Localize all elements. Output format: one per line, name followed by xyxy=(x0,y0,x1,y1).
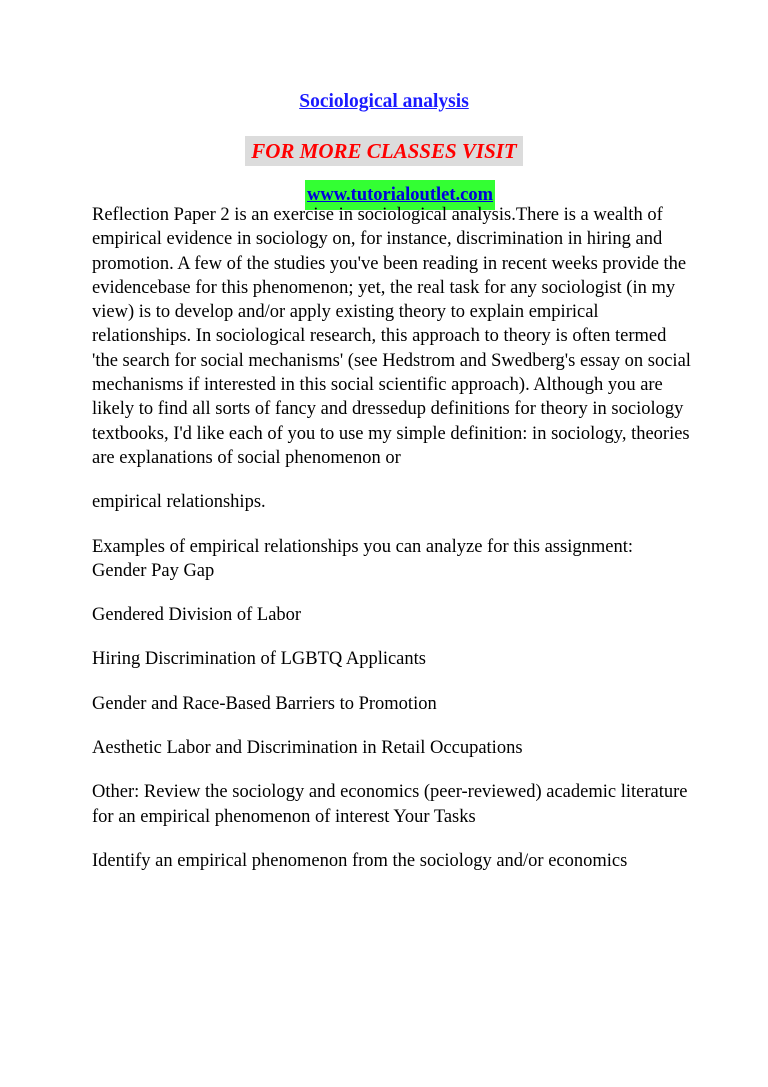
list-item: Gendered Division of Labor xyxy=(92,605,302,626)
website-link[interactable]: www.tutorialoutlet.com xyxy=(305,180,495,210)
title-link[interactable]: Sociological analysis xyxy=(299,91,469,112)
document-body xyxy=(92,203,692,893)
list-item: Hiring Discrimination of LGBTQ Applicants xyxy=(92,649,426,670)
body-paragraph: Identify an empirical phenomenon from the sociology and/or economics xyxy=(92,850,628,871)
document-title xyxy=(0,90,768,114)
body-paragraph: empirical relationships. xyxy=(92,492,266,513)
list-item: Gender and Race-Based Barriers to Promotion xyxy=(92,693,437,714)
body-paragraph-intro: Reflection Paper 2 is an exercise in sociological analysis.There is a wealth of empirical evidence in sociology on, for instance, discrimination in hiring and promotion. A few of the studies you've been reading in recent weeks provide the evidencebase for this phenomenon; yet, the real task for any sociologist (in my view) is to develop and/or apply existing theory to explain empirical relationships. In sociological research, this approach to theory is often termed 'the search for social mechanisms' (see Hedstrom and Swedberg's essay on social mechanisms if interested in this social scientific approach). Although you are likely to find all sorts of fancy and dressedup definitions for theory in sociology textbooks, I'd like each of you to use my simple definition: in sociology, theories are explanations of social phenomenon or xyxy=(92,205,691,468)
body-paragraph: Other: Review the sociology and economics (peer-reviewed) academic literature for an empirical phenomenon of interest Your Tasks xyxy=(92,782,688,827)
body-paragraph: Examples of empirical relationships you can analyze for this assignment: Gender Pay Gap xyxy=(92,536,633,581)
list-item: Aesthetic Labor and Discrimination in Retail Occupations xyxy=(92,738,523,759)
promo-text: FOR MORE CLASSES VISIT xyxy=(245,136,523,166)
promo-banner xyxy=(0,136,768,168)
